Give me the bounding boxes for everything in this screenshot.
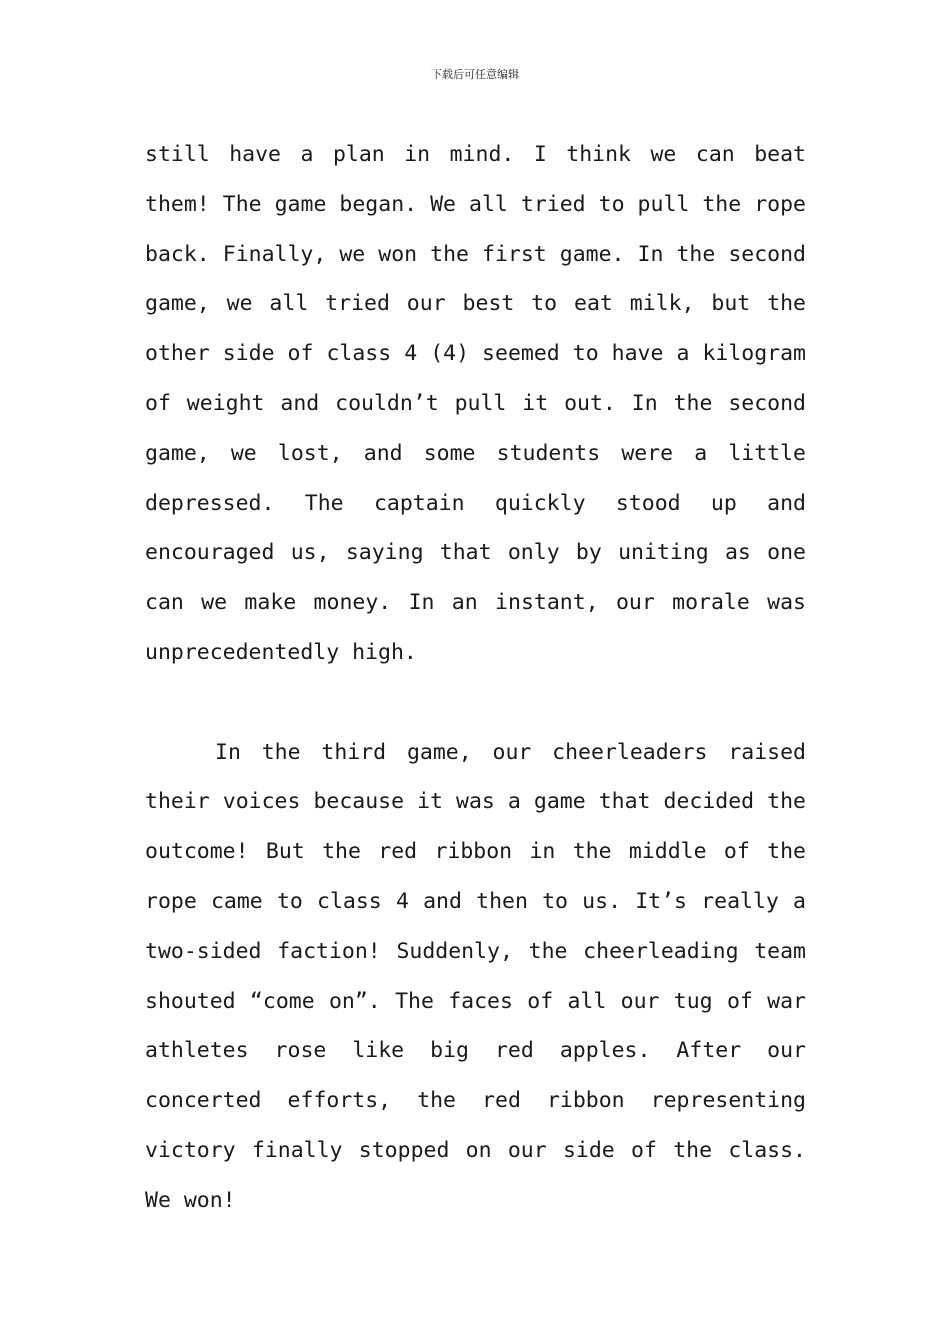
page-header: 下载后可任意编辑: [431, 68, 519, 81]
paragraph: still have a plan in mind. I think we can beat them! The game began. We all tried to pull the rope back. Finally, we won the first game. In the second game, we all tried our best to eat milk, but the other side of class 4 (4) seemed to have a kilogram of weight and couldn’t pull it out. In the second game, we lost, and some students were a little depressed. The captain quickly stood up and encouraged us, saying that only by uniting as one can we make money. In an instant, our morale was unprecedentedly high.: [145, 142, 806, 665]
paragraph: In the third game, our cheerleaders raised their voices because it was a game that decided the outcome! But the red ribbon in the middle of the rope came to class 4 and then to us. It’s really a two-sided faction! Suddenly, the cheerleading team shouted “come on”. The faces of all our tug of war athletes rose like big red apples. After our concerted efforts, the red ribbon representing victory finally stopped on our side of the class. We won!: [145, 739, 806, 1213]
document-body: [145, 130, 806, 1226]
